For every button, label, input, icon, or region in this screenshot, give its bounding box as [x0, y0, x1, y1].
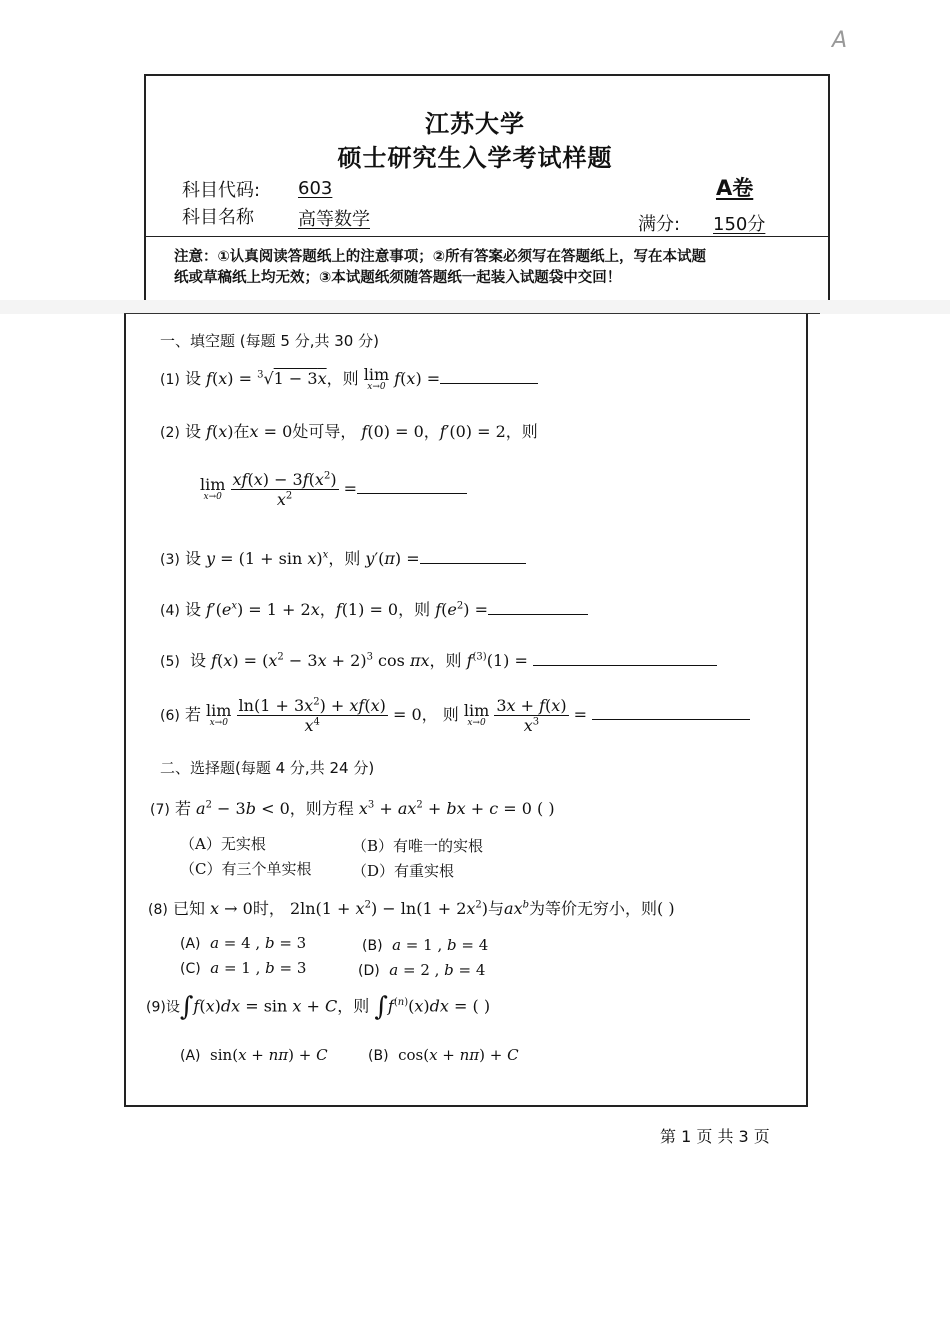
notice	[174, 247, 794, 289]
page-number: 第 1 页 共 3 页	[660, 1127, 770, 1146]
question-6: (6) 若 lim x→0 $\frac{\ln(1 + 3x^2) + xf(x)}{x^4}$ = 0， 则 lim x→0 $\frac{3x + f(x)}{x^3}$ =	[160, 696, 750, 735]
q6-then: ， 则	[421, 705, 459, 724]
page-tear-strip	[0, 300, 950, 314]
q6-eq: =	[573, 705, 588, 724]
q5-then: ，则	[429, 651, 462, 670]
q7-text: 若	[174, 799, 191, 818]
question-9: (9)设∫f(x)dx = sin x + C，则 $\int f^{(n)}(x)dx$ = ( )	[146, 992, 491, 1022]
q7-option-b: （B）有唯一的实根	[352, 837, 484, 855]
code-value: 603	[298, 178, 333, 199]
q7-option-a: （A）无实根	[180, 835, 266, 853]
q2-eq: =	[343, 479, 358, 498]
question-2: (2) 设 f(x)在x = 0处可导， f(0) = 0，f′(0) = 2，则	[160, 422, 538, 441]
q1-text: 设	[184, 369, 201, 388]
q1-answer-blank	[440, 369, 538, 384]
header-divider	[144, 236, 828, 237]
q5-number: (5)	[160, 654, 180, 670]
q9-number: (9)设	[146, 999, 180, 1016]
q8-option-a-label: (A)	[180, 936, 201, 952]
q2-end: ，则	[505, 422, 538, 441]
q7-answer-paren: ( )	[537, 799, 555, 818]
question-2-limit: lim x→0 $\frac{xf(x) - 3f(x^2)}{x^2}$ =	[200, 470, 467, 509]
name-label: 科目名称	[182, 207, 254, 228]
q4-eq: =	[474, 600, 488, 619]
q9-option-b: (B) cos(x + nπ) + C	[368, 1046, 519, 1064]
notice-line-2: 纸或草稿纸上均无效；③本试题纸须随答题纸一起装入试题袋中交回！	[174, 270, 622, 286]
question-8: (8) 已知 x → 0时， $2\ln(1 + x^2) - \ln(1 + 2x^2)$与$ax^b$为等价无穷小，则( )	[148, 899, 675, 918]
q8-option-a: (A) a = 4 , b = 3	[180, 934, 307, 952]
q7-number: (7)	[150, 802, 170, 818]
q7-option-c: （C）有三个单实根	[180, 860, 312, 878]
question-4: (4) 设 $f'(e^x) = 1 + 2x$，f(1) = 0，则 $f(e^2)$ =	[160, 597, 588, 620]
section-1-title: 一、填空题 (每题 5 分,共 30 分)	[160, 332, 379, 350]
q5-eq: =	[514, 651, 528, 670]
q8-option-d: (D) a = 2 , b = 4	[358, 961, 486, 979]
q2-answer-blank	[357, 479, 467, 494]
question-frame-top	[124, 313, 820, 314]
section-2-title: 二、选择题(每题 4 分,共 24 分)	[160, 759, 375, 777]
q8-tail: 为等价无穷小，则( )	[529, 899, 675, 918]
q8-option-c: (C) a = 1 , b = 3	[180, 959, 307, 977]
q9-option-a-label: (A)	[180, 1048, 201, 1064]
q8-text: 已知	[172, 899, 205, 918]
integral-sign: ∫	[179, 992, 194, 1022]
q8-option-c-label: (C)	[180, 961, 201, 977]
q4-answer-blank	[488, 600, 588, 615]
question-7: (7) 若 $a^2 - 3b < 0$，则方程 $x^3 + ax^2$ + bx + c = 0 ( )	[150, 799, 555, 818]
q9-option-a: (A) sin(x + nπ) + C	[180, 1046, 328, 1064]
question-1: (1) 设 f(x) = $^3$√1 − 3x，则 lim x→0 f(x) =	[160, 366, 538, 392]
code-label: 科目代码:	[182, 180, 261, 201]
q4-then: ，则	[398, 600, 431, 619]
q3-number: (3)	[160, 552, 180, 568]
q9-option-b-label: (B)	[368, 1048, 389, 1064]
q4-number: (4)	[160, 603, 180, 619]
q5-text: 设	[190, 651, 207, 670]
notice-line-1: 注意：①认真阅读答题纸上的注意事项；②所有答案必须写在答题纸上，写在本试题	[174, 249, 707, 265]
q1-eq: =	[426, 369, 441, 388]
exam-title: 硕士研究生入学考试样题	[337, 144, 613, 172]
q4-text: 设	[184, 600, 201, 619]
q2-number: (2)	[160, 425, 180, 441]
q5-answer-blank	[533, 651, 717, 666]
q8-then: 时，	[252, 899, 285, 918]
q6-answer-blank	[592, 705, 750, 720]
question-5: (5) 设 $f(x) = (x^2 - 3x + 2)^3$ cos πx，则 $f^{(3)}(1)$ =	[160, 648, 717, 671]
q8-option-b-label: (B)	[362, 938, 383, 954]
score-value: 150分	[713, 214, 766, 235]
q2-mid: 在	[233, 422, 250, 441]
q8-with: 与	[488, 899, 505, 918]
q6-number: (6)	[160, 708, 180, 724]
school-name: 江苏大学	[425, 110, 525, 138]
q7-then: ，则方程	[289, 799, 354, 818]
score-label: 满分:	[638, 214, 681, 235]
q3-answer-blank	[420, 549, 526, 564]
paper-version: A卷	[716, 176, 754, 200]
q9-answer-paren: ( )	[472, 996, 491, 1016]
q6-text: 若	[184, 705, 201, 724]
q8-option-d-label: (D)	[358, 963, 380, 979]
q8-option-b: (B) a = 1 , b = 4	[362, 936, 489, 954]
q3-eq: =	[406, 549, 420, 568]
q2-text: 设	[184, 422, 201, 441]
question-3: (3) 设 $y = (1 + \sin x)^x$，则 y′(π) =	[160, 546, 526, 569]
q8-number: (8)	[148, 902, 168, 918]
name-value: 高等数学	[298, 209, 370, 230]
q1-number: (1)	[160, 372, 180, 388]
q7-option-d: （D）有重实根	[352, 862, 455, 880]
corner-mark: A	[832, 28, 848, 53]
q3-text: 设	[184, 549, 201, 568]
q2-mid2: 处可导，	[292, 422, 357, 441]
q3-then: ，则	[328, 549, 361, 568]
integral-sign-2: ∫	[374, 992, 388, 1022]
q9-then: ，则	[337, 996, 370, 1016]
q1-then: ，则	[326, 369, 359, 388]
